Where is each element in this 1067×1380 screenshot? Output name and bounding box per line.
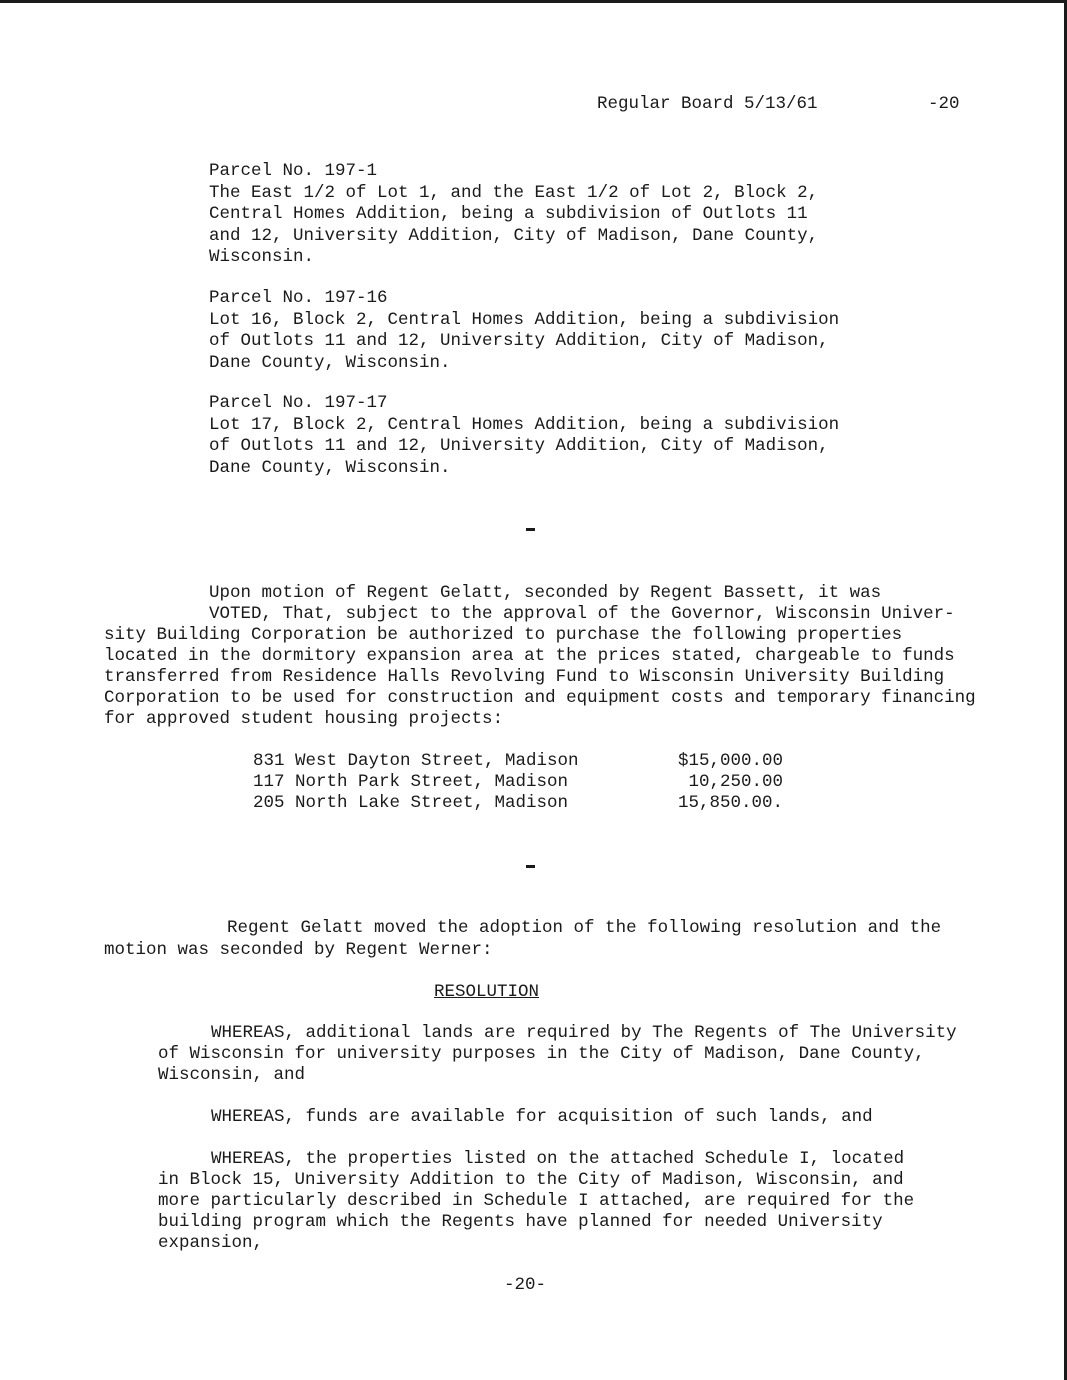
parcel-description-line: Dane County, Wisconsin. [209,352,451,373]
motion-line: for approved student housing projects: [104,709,504,729]
property-list [253,751,793,814]
property-address: 205 North Lake Street, Madison [253,793,569,813]
property-price: 10,250.00 [688,772,783,792]
motion-paragraph [104,918,941,961]
motion-line: Regent Gelatt moved the adoption of the following resolution and the [227,918,942,938]
whereas-line: Wisconsin, and [158,1065,306,1085]
whereas-line: building program which the Regents have planned for needed University [158,1212,883,1232]
property-price: 15,850.00. [677,793,783,813]
footer-page-number: -20- [504,1275,547,1295]
header-page-ref: -20 [928,94,960,114]
whereas-paragraph [158,1023,957,1086]
parcel-block [209,288,839,374]
motion-line: transferred from Residence Halls Revolving Fund to Wisconsin University Building [104,667,945,687]
motion-paragraph [104,583,976,730]
section-separator [526,528,535,531]
motion-line: VOTED, That, subject to the approval of the Governor, Wisconsin Univer- [209,604,955,624]
parcel-description-line: Central Homes Addition, being a subdivision of Outlots 11 [209,204,808,224]
whereas-line: WHEREAS, additional lands are required by The Regents of The University [211,1023,957,1043]
parcel-description-line: of Outlots 11 and 12, University Addition, City of Madison, [209,436,829,456]
property-row [253,751,793,772]
header-title: Regular Board 5/13/61 [597,94,818,114]
parcel-description-line: Lot 17, Block 2, Central Homes Addition, being a subdivision [209,414,840,435]
property-address: 117 North Park Street, Madison [253,772,569,792]
section-separator [526,865,535,868]
whereas-line: in Block 15, University Addition to the City of Madison, Wisconsin, and [158,1170,904,1190]
motion-line: Upon motion of Regent Gelatt, seconded by Regent Bassett, it was [209,583,882,603]
whereas-line: WHEREAS, funds are available for acquisition of such lands, and [211,1107,873,1127]
motion-line: Corporation to be used for construction and equipment costs and temporary financing [104,688,976,708]
parcel-block [209,161,818,269]
parcel-description-line: Wisconsin. [209,247,315,267]
parcel-number: Parcel No. 197-17 [209,393,388,413]
parcel-number: Parcel No. 197-16 [209,288,388,308]
motion-line: motion was seconded by Regent Werner: [104,939,493,960]
whereas-line: of Wisconsin for university purposes in the City of Madison, Dane County, [158,1044,925,1064]
parcel-description-line: The East 1/2 of Lot 1, and the East 1/2 of Lot 2, Block 2, [209,182,819,203]
parcel-description-line: and 12, University Addition, City of Madison, Dane County, [209,225,819,246]
parcel-block [209,393,839,479]
motion-line: located in the dormitory expansion area at the prices stated, chargeable to funds [104,646,955,666]
property-row [253,793,793,814]
whereas-line: WHEREAS, the properties listed on the attached Schedule I, located [211,1149,905,1169]
parcel-description-line: of Outlots 11 and 12, University Addition, City of Madison, [209,331,829,351]
parcel-description-line: Lot 16, Block 2, Central Homes Addition, being a subdivision [209,309,840,330]
page-edge-top [0,0,1067,3]
parcel-description-line: Dane County, Wisconsin. [209,457,451,478]
motion-line: sity Building Corporation be authorized to purchase the following properties [104,625,903,645]
property-row [253,772,793,793]
property-address: 831 West Dayton Street, Madison [253,751,579,771]
whereas-paragraph [158,1149,914,1254]
whereas-line: more particularly described in Schedule I attached, are required for the [158,1191,915,1211]
parcel-number: Parcel No. 197-1 [209,161,378,181]
whereas-line: expansion, [158,1233,264,1253]
property-price: $15,000.00 [677,751,783,771]
resolution-title: RESOLUTION [434,982,540,1002]
